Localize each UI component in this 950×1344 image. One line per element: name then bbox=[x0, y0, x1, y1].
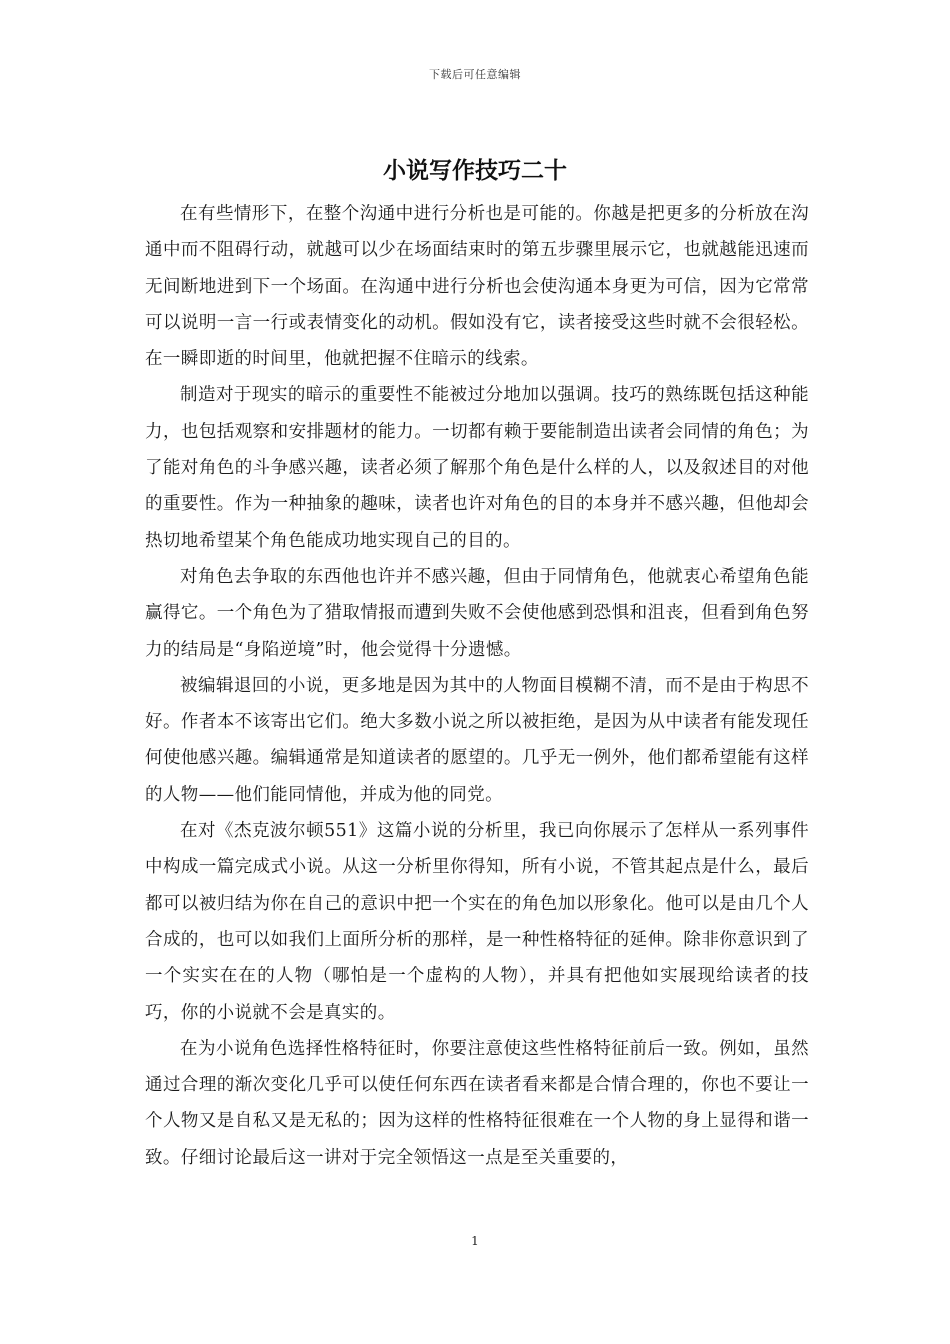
paragraph-3: 对角色去争取的东西他也许并不感兴趣，但由于同情角色，他就衷心希望角色能赢得它。一个角色为了猎取情报而遭到失败不会使他感到恐惧和沮丧，但看到角色努力的结局是“身陷逆境”时，他会觉得十分遗憾。 bbox=[145, 566, 809, 660]
page-title: 小说写作技巧二十 bbox=[383, 158, 567, 184]
paragraph-1: 在有些情形下，在整个沟通中进行分析也是可能的。你越是把更多的分析放在沟通中而不阻碍行动，就越可以少在场面结束时的第五步骤里展示它，也就越能迅速而无间断地进到下一个场面。在沟通中进行分析也会使沟通本身更为可信，因为它常常可以说明一言一行或表情变化的动机。假如没有它，读者接受这些时就不会很轻松。在一瞬即逝的时间里，他就把握不住暗示的线索。 bbox=[145, 204, 809, 370]
header-note: 下载后可任意编辑 bbox=[429, 68, 521, 81]
document-body bbox=[145, 196, 809, 1176]
paragraph-5: 在对《杰克波尔顿551》这篇小说的分析里，我已向你展示了怎样从一系列事件中构成一篇完成式小说。从这一分析里你得知，所有小说，不管其起点是什么，最后都可以被归结为你在自己的意识中把一个实在的角色加以形象化。他可以是由几个人合成的，也可以如我们上面所分析的那样，是一种性格特征的延伸。除非你意识到了一个实实在在的人物（哪怕是一个虚构的人物），并具有把他如实展现给读者的技巧，你的小说就不会是真实的。 bbox=[145, 821, 809, 1023]
paragraph-4: 被编辑退回的小说，更多地是因为其中的人物面目模糊不清，而不是由于构思不好。作者本不该寄出它们。绝大多数小说之所以被拒绝，是因为从中读者有能发现任何使他感兴趣。编辑通常是知道读者的愿望的。几乎无一例外，他们都希望能有这样的人物——他们能同情他，并成为他的同党。 bbox=[145, 675, 809, 805]
paragraph-6: 在为小说角色选择性格特征时，你要注意使这些性格特征前后一致。例如，虽然通过合理的渐次变化几乎可以使任何东西在读者看来都是合情合理的，你也不要让一个人物又是自私又是无私的；因为这样的性格特征很难在一个人物的身上显得和谐一致。仔细讨论最后这一讲对于完全领悟这一点是至关重要的， bbox=[145, 1038, 809, 1168]
page-number: 1 bbox=[471, 1234, 479, 1248]
paragraph-2: 制造对于现实的暗示的重要性不能被过分地加以强调。技巧的熟练既包括这种能力，也包括观察和安排题材的能力。一切都有赖于要能制造出读者会同情的角色；为了能对角色的斗争感兴趣，读者必须了解那个角色是什么样的人，以及叙述目的对他的重要性。作为一种抽象的趣味，读者也许对角色的目的本身并不感兴趣，但他却会热切地希望某个角色能成功地实现自己的目的。 bbox=[145, 385, 809, 551]
